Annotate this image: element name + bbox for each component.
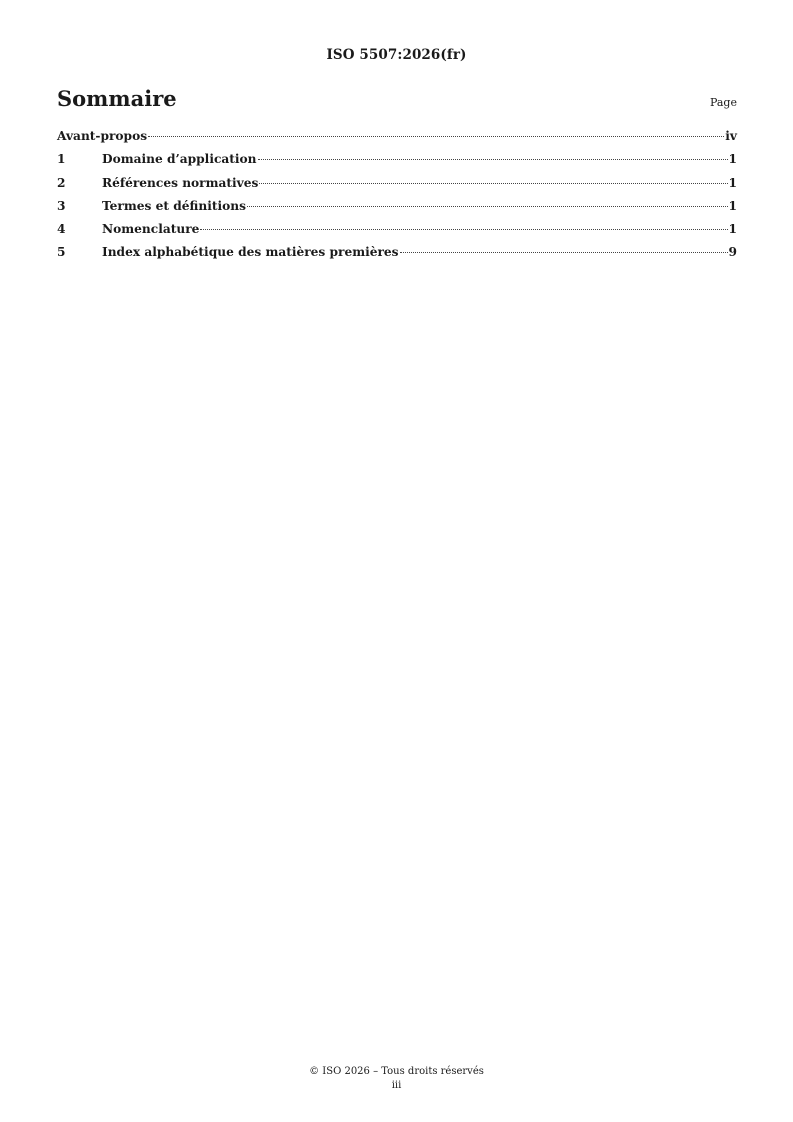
toc-dot-leader [258, 159, 728, 160]
toc-entry-label: Nomenclature [102, 222, 200, 237]
toc-entry-label: Termes et définitions [102, 198, 246, 213]
toc-dot-leader [259, 183, 727, 184]
toc-entry-number: 2 [57, 175, 66, 190]
page-footer [0, 1065, 793, 1093]
toc-dot-leader [247, 206, 728, 207]
toc-entry-page: 1 [728, 175, 737, 190]
toc-entry-number: 4 [57, 222, 66, 237]
toc-entry-number: 5 [57, 245, 66, 260]
toc-entry-normative-references[interactable] [57, 176, 737, 199]
toc-list [57, 129, 737, 269]
toc-title: Sommaire [57, 86, 177, 111]
toc-dot-leader [400, 252, 728, 253]
toc-dot-leader [148, 136, 724, 137]
toc-entry-scope[interactable] [57, 152, 737, 175]
toc-entry-page: 1 [728, 222, 737, 237]
toc-entry-label: Domaine d’application [102, 152, 257, 167]
copyright-notice: © ISO 2026 – Tous droits réservés [309, 1066, 484, 1077]
toc-entry-terms-definitions[interactable] [57, 199, 737, 222]
toc-entry-alphabetical-index[interactable] [57, 245, 737, 268]
toc-entry-page: iv [725, 129, 737, 143]
toc-page-column-label: Page [709, 96, 737, 109]
toc-entry-page: 1 [728, 198, 737, 213]
toc-entry-page: 1 [728, 152, 737, 167]
toc-heading-row [57, 86, 737, 111]
toc-entry-label: Références normatives [102, 175, 259, 190]
toc-entry-label: Index alphabétique des matières premières [102, 245, 399, 260]
toc-entry-nomenclature[interactable] [57, 222, 737, 245]
toc-entry-foreword[interactable] [57, 129, 737, 152]
toc-entry-label: Avant-propos [57, 129, 148, 143]
toc-dot-leader [200, 229, 727, 230]
toc-entry-number: 1 [57, 152, 66, 167]
page-number: iii [391, 1080, 402, 1091]
document-id-header: ISO 5507:2026(fr) [326, 47, 467, 63]
toc-entry-number: 3 [57, 198, 66, 213]
toc-entry-page: 9 [728, 245, 737, 260]
